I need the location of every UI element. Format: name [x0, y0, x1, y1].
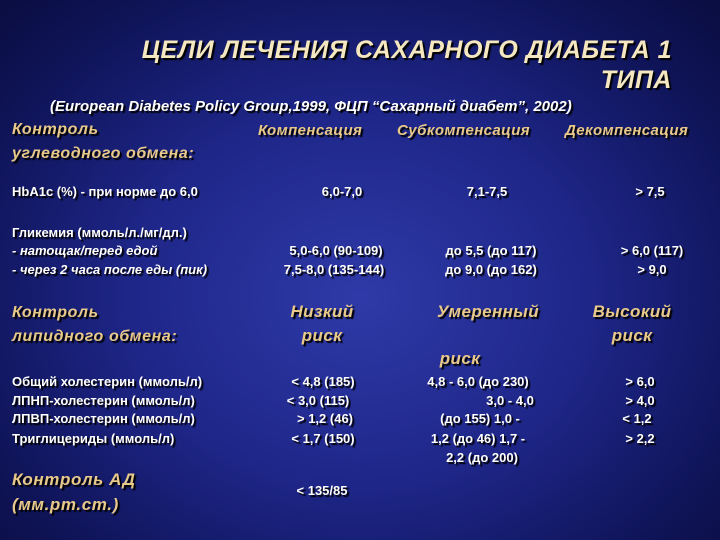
hdl-high-value: < 1,2 — [622, 411, 652, 426]
bp-value: < 135/85 — [296, 483, 348, 498]
ldl-high-value: > 4,0 — [625, 393, 655, 408]
fasting-subcompensation-value: до 5,5 (до 117) — [445, 243, 537, 258]
hdl-moderate-value: (до 155) 1,0 - — [440, 411, 520, 426]
col-header-decompensation: Декомпенсация — [565, 122, 689, 139]
fasting-compensation-value: 5,0-6,0 (90-109) — [289, 243, 383, 258]
moderate-risk-header-line2: риск — [439, 349, 481, 368]
tg-label: Триглицериды (ммоль/л) — [12, 431, 175, 446]
lipid-heading-line2: липидного обмена: — [12, 328, 178, 345]
low-risk-header-line2: риск — [301, 326, 343, 345]
moderate-risk-header-line1: Умеренный — [437, 302, 539, 321]
total-chol-low-value: < 4,8 (185) — [291, 374, 355, 389]
postmeal-compensation-value: 7,5-8,0 (135-144) — [283, 262, 385, 277]
ldl-low-value: < 3,0 (115) — [286, 393, 350, 408]
ldl-moderate-value: 3,0 - 4,0 — [486, 393, 534, 408]
carb-heading-line1: Контроль — [12, 121, 99, 138]
fasting-label: - натощак/перед едой — [12, 243, 158, 258]
tg-moderate-value: 1,2 (до 46) 1,7 - — [430, 431, 526, 446]
tg-low-value: < 1,7 (150) — [291, 431, 355, 446]
carb-heading-line2: углеводного обмена: — [12, 145, 195, 162]
low-risk-header-line1: Низкий — [290, 302, 354, 321]
page-title-line2: ТИПА — [600, 66, 672, 94]
tg-high-value: > 2,2 — [625, 431, 655, 446]
page-subtitle: (European Diabetes Policy Group,1999, ФЦП “Сахарный диабет”, 2002) — [50, 98, 572, 115]
postmeal-decompensation-value: > 9,0 — [637, 262, 667, 277]
hba1c-label: HbA1c (%) - при норме до 6,0 — [12, 184, 198, 199]
bp-heading-line2: (мм.рт.ст.) — [12, 495, 119, 514]
glycemia-label: Гликемия (ммоль/л./мг/дл.) — [12, 225, 187, 240]
high-risk-header-line1: Высокий — [592, 302, 672, 321]
moderate-extra-value: 2,2 (до 200) — [446, 450, 518, 465]
total-chol-moderate-value: 4,8 - 6,0 (до 230) — [427, 374, 529, 389]
high-risk-header-line2: риск — [611, 326, 653, 345]
ldl-label: ЛПНП-холестерин (ммоль/л) — [12, 393, 195, 408]
hdl-label: ЛПВП-холестерин (ммоль/л) — [12, 411, 195, 426]
total-chol-label: Общий холестерин (ммоль/л) — [12, 374, 203, 389]
page-title-line1: ЦЕЛИ ЛЕЧЕНИЯ САХАРНОГО ДИАБЕТА 1 — [141, 36, 672, 64]
hba1c-subcompensation-value: 7,1-7,5 — [466, 184, 508, 199]
hba1c-compensation-value: 6,0-7,0 — [321, 184, 363, 199]
col-header-subcompensation: Субкомпенсация — [397, 122, 531, 139]
total-chol-high-value: > 6,0 — [625, 374, 655, 389]
postmeal-subcompensation-value: до 9,0 (до 162) — [445, 262, 537, 277]
hba1c-decompensation-value: > 7,5 — [635, 184, 665, 199]
lipid-heading-line1: Контроль — [12, 304, 99, 321]
bp-heading-line1: Контроль АД — [12, 470, 136, 489]
postmeal-label: - через 2 часа после еды (пик) — [12, 262, 208, 277]
hdl-low-value: > 1,2 (46) — [296, 411, 354, 426]
col-header-compensation: Компенсация — [258, 122, 363, 139]
fasting-decompensation-value: > 6,0 (117) — [620, 243, 684, 258]
